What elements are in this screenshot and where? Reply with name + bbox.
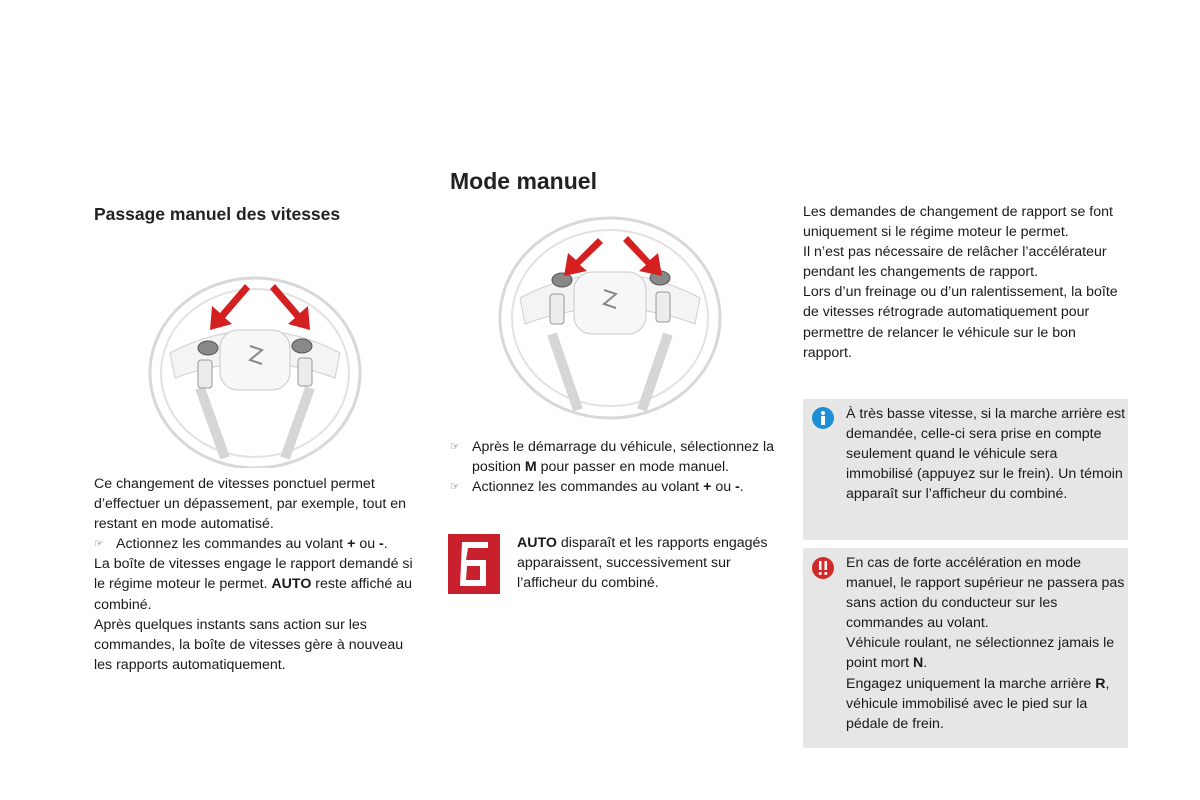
info-text: À très basse vitesse, si la marche arrière est demandée, celle-ci sera prise en compte seulement quand le véhicule sera immobilisé (appuyez sur le frein). Un témoin apparaît sur l’afficheur du combiné.: [846, 406, 1126, 503]
gear-6-display-icon: [448, 534, 500, 594]
auto-disappears-paragraph: AUTO disparaît et les rapports engagés apparaissent, successivement sur l’afficheur du combiné.: [517, 535, 768, 592]
pointing-hand-icon: ☞: [94, 538, 104, 551]
info-icon: [812, 407, 834, 429]
warning-text-1: En cas de forte accélération en mode manuel, le rapport supérieur ne passera pas sans action du conducteur sur les commandes au volant.: [846, 555, 1125, 632]
steering-wheel-illustration-left: [140, 268, 370, 468]
warning-icon: [812, 557, 834, 579]
gearbox-paragraph: La boîte de vitesses engage le rapport demandé si le régime moteur le permet. AUTO reste affiché au combiné.: [94, 556, 413, 613]
info-callout: [803, 399, 1128, 540]
steering-wheel-illustration-middle: [490, 210, 730, 420]
pointing-hand-icon: ☞: [450, 441, 460, 453]
auto-return-paragraph: Après quelques instants sans action sur les commandes, la boîte de vitesses gère à nouveau les rapports automatiquement.: [94, 616, 404, 673]
bullet-item: ☞ Actionnez les commandes au volant + ou -.: [450, 477, 780, 497]
bullet-item: ☞ Actionnez les commandes au volant + ou -.: [94, 534, 424, 554]
warning-text-2: Véhicule roulant, ne sélectionnez jamais le point mort N.: [846, 635, 1115, 672]
warning-text-3: Engagez uniquement la marche arrière R, véhicule immobilisé avec le pied sur la pédale de frein.: [846, 675, 1110, 732]
intro-paragraph: Ce changement de vitesses ponctuel permet d’effectuer un dépassement, par exemple, tout en restant en mode automatisé.: [94, 476, 407, 533]
shift-conditions-paragraph: Les demandes de changement de rapport se font uniquement si le régime moteur le permet. Il n’est pas nécessaire de relâcher l’accélérateur pendant les changements de rapport. Lors d’un freinage ou d’un ralentissement, la boîte de vitesses rétrograde automatiquement pour permettre de relancer le véhicule sur le bon rapport.: [803, 204, 1118, 361]
bullet-item: ☞ Après le démarrage du véhicule, sélectionnez la position M pour passer en mode manuel.: [450, 437, 780, 477]
warning-callout: [803, 548, 1128, 748]
pointing-hand-icon: ☞: [450, 481, 460, 494]
page-title: Mode manuel: [450, 168, 597, 194]
section-heading: Passage manuel des vitesses: [94, 204, 341, 224]
